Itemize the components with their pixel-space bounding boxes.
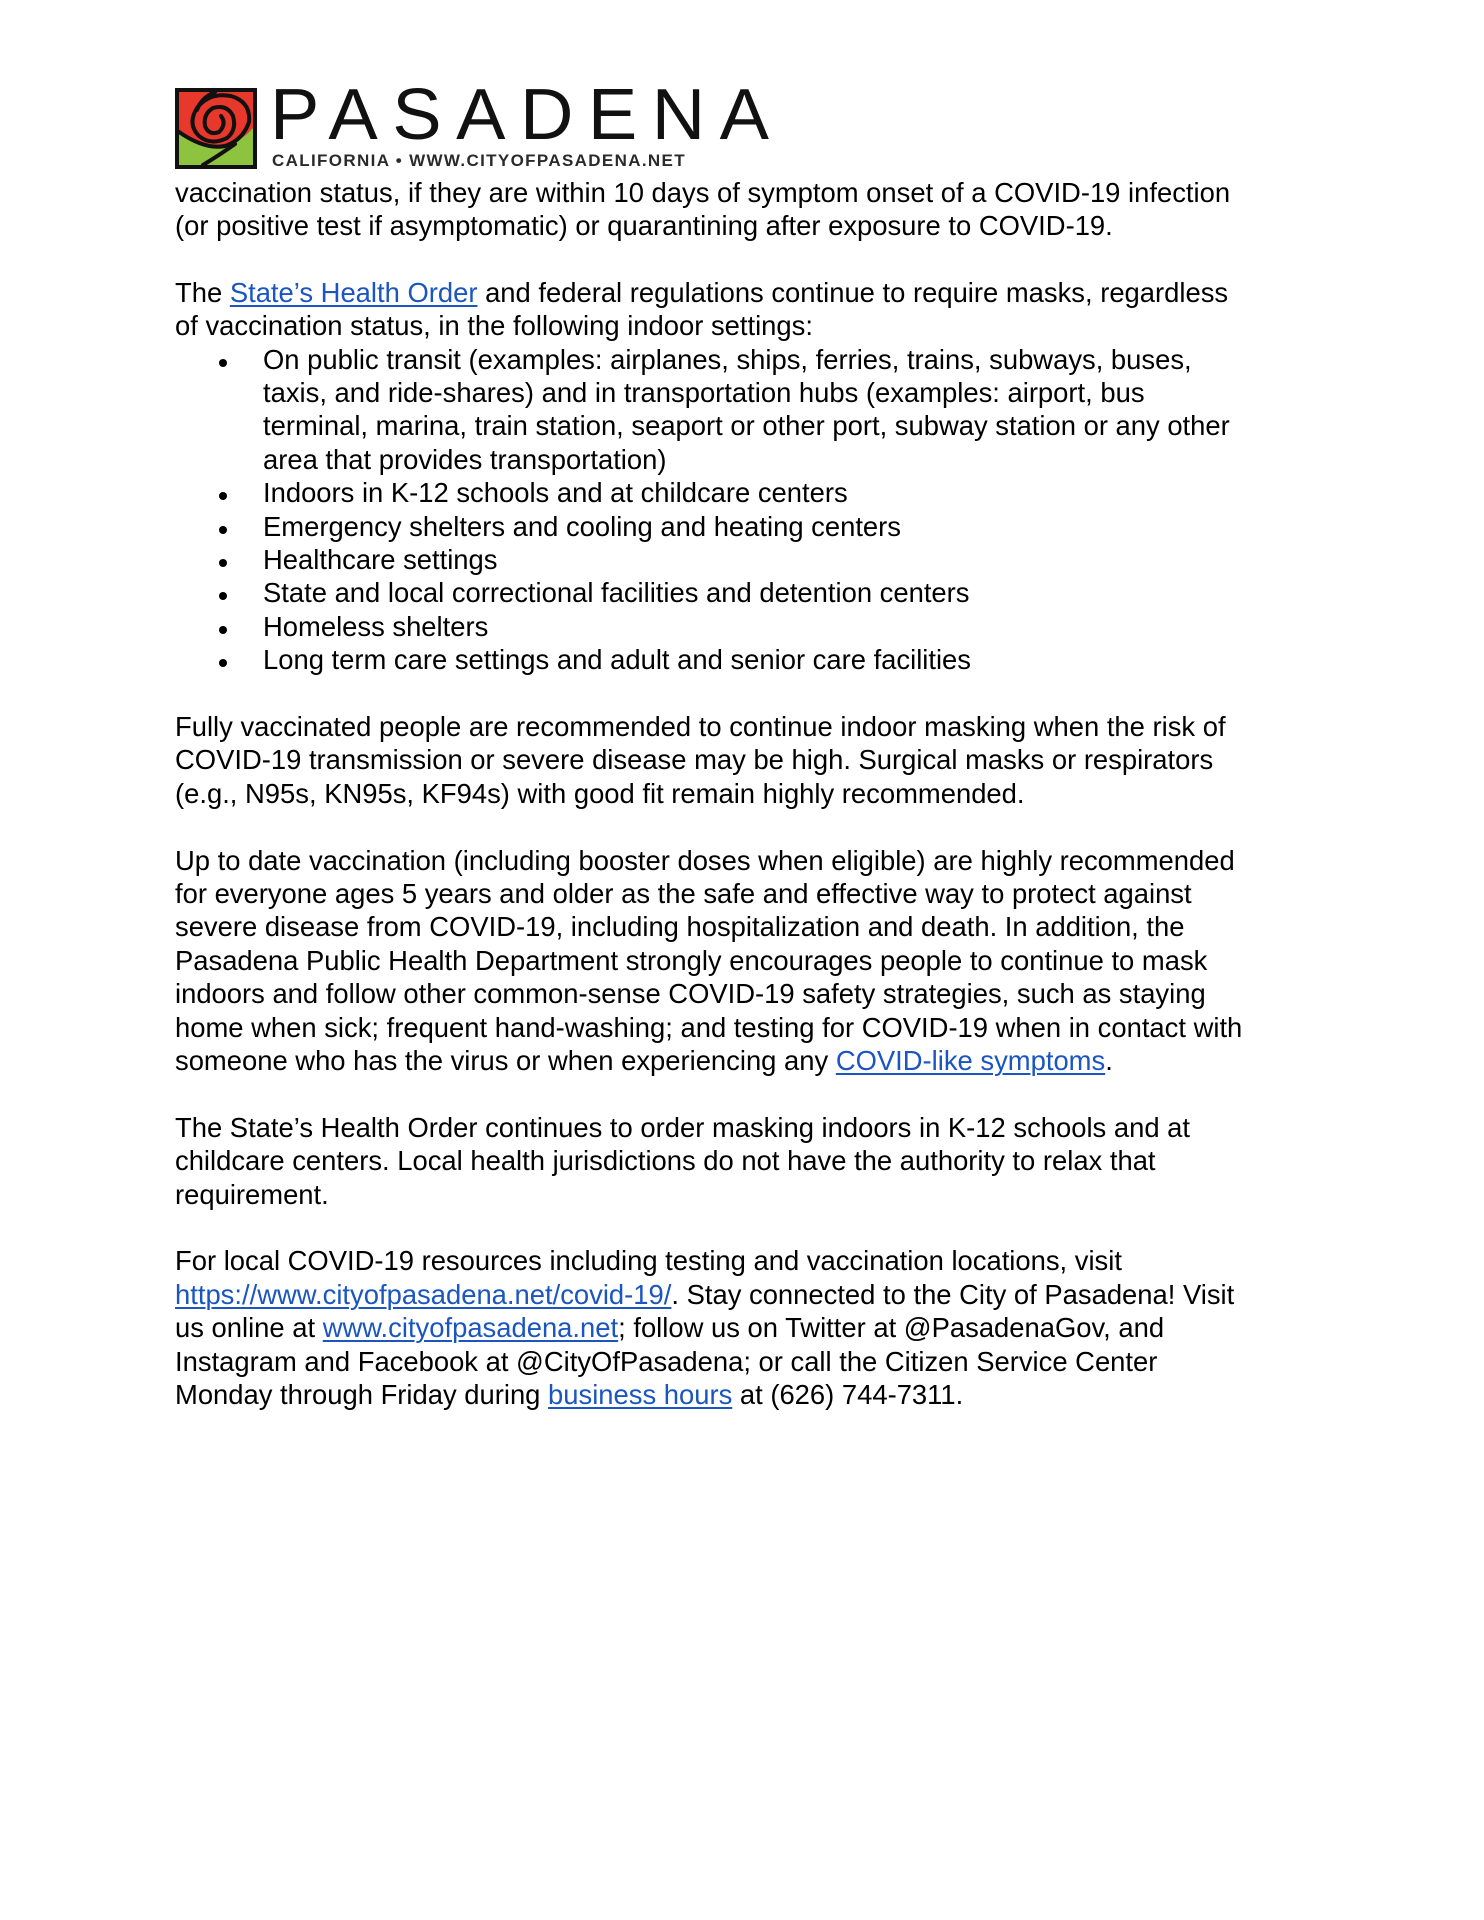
- text-run: Emergency shelters and cooling and heating centers: [263, 510, 901, 542]
- text-run: severe disease from COVID-19, including hospitalization and death. In addition, the: [175, 911, 1185, 943]
- paragraph-line: [175, 209, 1113, 242]
- bullet-icon: [219, 659, 227, 667]
- hyperlink[interactable]: State’s Health Order: [229, 276, 478, 308]
- text-run: Up to date vaccination (including booster doses when eligible) are highly recommended: [175, 844, 1235, 876]
- text-run: Pasadena Public Health Department strongly encourages people to continue to mask: [175, 944, 1208, 976]
- bullet-icon: [219, 492, 227, 500]
- text-run: Long term care settings and adult and senior care facilities: [263, 644, 971, 676]
- paragraph-line: [175, 910, 1184, 943]
- text-run: Healthcare settings: [263, 544, 498, 575]
- text-run: The: [175, 276, 230, 308]
- paragraph-line: [175, 1278, 1234, 1311]
- text-run: childcare centers. Local health jurisdictions do not have the authority to relax that: [175, 1145, 1156, 1177]
- text-run: On public transit (examples: airplanes, ships, ferries, trains, subways, buses,: [263, 343, 1192, 375]
- bullet-icon: [219, 592, 227, 600]
- hyperlink[interactable]: https://www.cityofpasadena.net/covid-19/: [175, 1278, 672, 1310]
- list-item: [263, 610, 488, 643]
- text-run: The State’s Health Order continues to order masking indoors in K-12 schools and at: [175, 1111, 1191, 1143]
- text-run: Instagram and Facebook at @CityOfPasadena; or call the Citizen Service Center: [175, 1345, 1158, 1377]
- list-item: [263, 543, 497, 576]
- text-run: (or positive test if asymptomatic) or quarantining after exposure to COVID-19.: [175, 210, 1113, 241]
- text-run: vaccination status, if they are within 10 days of symptom onset of a COVID-19 infection: [175, 176, 1231, 208]
- list-item: [263, 510, 901, 543]
- hyperlink[interactable]: business hours: [548, 1379, 733, 1410]
- paragraph-line: [175, 944, 1207, 977]
- text-run: area that provides transportation): [263, 443, 667, 475]
- paragraph-line: [175, 1011, 1242, 1044]
- list-item: [263, 343, 1192, 376]
- text-run: requirement.: [175, 1178, 329, 1210]
- text-run: home when sick; frequent hand-washing; and testing for COVID-19 when in contact with: [175, 1011, 1243, 1043]
- bullet-icon: [219, 359, 227, 367]
- text-run: indoors and follow other common-sense COVID-19 safety strategies, such as staying: [175, 978, 1206, 1010]
- text-run: Monday through Friday during: [175, 1379, 549, 1410]
- paragraph-line: [175, 1244, 1122, 1277]
- paragraph-line: [175, 1178, 329, 1211]
- list-item-continuation: [263, 376, 1145, 409]
- text-run: us online at: [175, 1312, 323, 1344]
- list-item: [263, 643, 971, 676]
- rose-logo-icon: [175, 88, 257, 169]
- paragraph-line: [175, 309, 813, 342]
- text-run: ; follow us on Twitter at @PasadenaGov, and: [618, 1312, 1165, 1344]
- paragraph-line: [175, 1378, 963, 1411]
- logo-wordmark: PASADENA: [270, 73, 784, 155]
- bullet-icon: [219, 526, 227, 534]
- hyperlink[interactable]: www.cityofpasadena.net: [322, 1312, 619, 1344]
- text-run: of vaccination status, in the following indoor settings:: [175, 310, 813, 342]
- text-run: at (626) 744-7311.: [732, 1379, 964, 1410]
- paragraph-line: [175, 1311, 1164, 1344]
- paragraph-line: [175, 1111, 1190, 1144]
- bullet-icon: [219, 559, 227, 567]
- list-item-continuation: [263, 443, 666, 476]
- text-run: taxis, and ride-shares) and in transportation hubs (examples: airport, bus: [263, 377, 1145, 408]
- text-run: for everyone ages 5 years and older as the safe and effective way to protect against: [175, 878, 1192, 909]
- text-run: Fully vaccinated people are recommended to continue indoor masking when the risk of: [175, 711, 1226, 742]
- text-run: For local COVID-19 resources including testing and vaccination locations, visit: [175, 1245, 1122, 1277]
- text-run: .: [1105, 1045, 1113, 1076]
- paragraph-line: [175, 877, 1192, 910]
- bullet-icon: [219, 626, 227, 634]
- paragraph-line: [175, 1044, 1113, 1077]
- text-run: and federal regulations continue to require masks, regardless: [477, 276, 1229, 308]
- list-item: [263, 576, 970, 609]
- text-run: terminal, marina, train station, seaport or other port, subway station or any other: [263, 410, 1230, 442]
- text-run: State and local correctional facilities and detention centers: [263, 577, 970, 609]
- paragraph-line: [175, 710, 1226, 743]
- logo-tagline: CALIFORNIA • WWW.CITYOFPASADENA.NET: [272, 151, 686, 170]
- list-item: [263, 476, 848, 509]
- text-run: . Stay connected to the City of Pasadena! Visit: [671, 1278, 1235, 1310]
- paragraph-line: [175, 276, 1228, 309]
- paragraph-line: [175, 777, 1025, 810]
- text-run: (e.g., N95s, KN95s, KF94s) with good fit remain highly recommended.: [175, 777, 1025, 809]
- paragraph-line: [175, 844, 1235, 877]
- paragraph-line: [175, 176, 1230, 209]
- list-item-continuation: [263, 409, 1230, 442]
- text-run: Indoors in K-12 schools and at childcare centers: [263, 477, 848, 509]
- text-run: someone who has the virus or when experiencing any: [175, 1045, 836, 1076]
- hyperlink[interactable]: COVID-like symptoms: [835, 1045, 1106, 1076]
- paragraph-line: [175, 977, 1206, 1010]
- paragraph-line: [175, 1345, 1157, 1378]
- paragraph-line: [175, 1144, 1156, 1177]
- paragraph-line: [175, 743, 1213, 776]
- text-run: COVID-19 transmission or severe disease may be high. Surgical masks or respirators: [175, 744, 1214, 776]
- text-run: Homeless shelters: [263, 610, 489, 642]
